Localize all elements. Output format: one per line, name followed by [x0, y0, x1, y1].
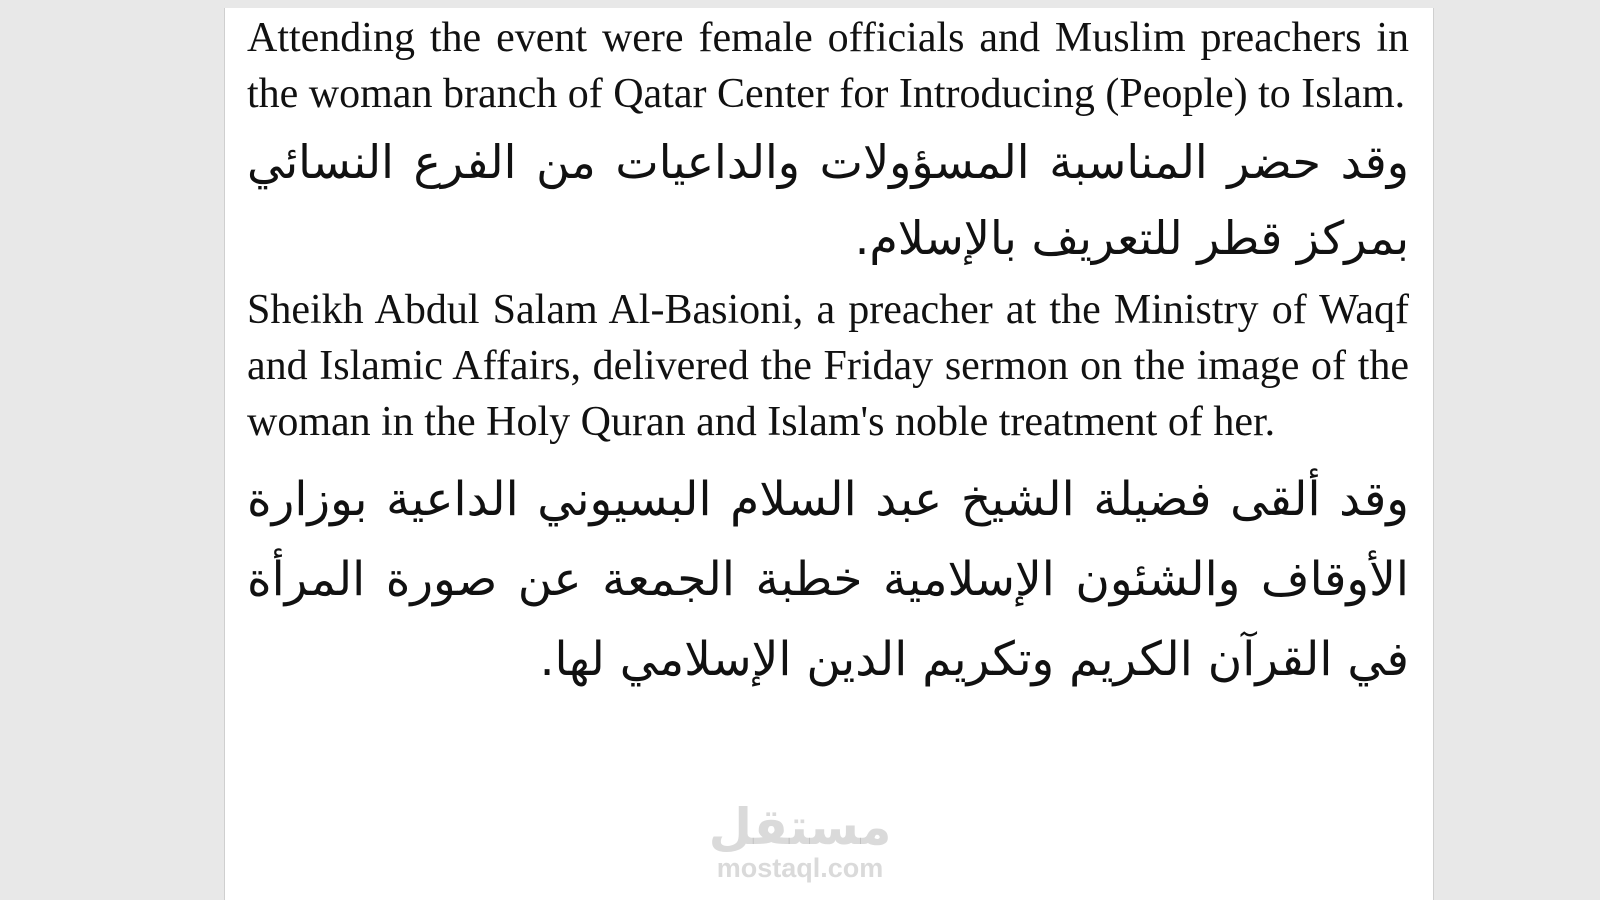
watermark-logo: مستقل	[708, 798, 892, 856]
document-page	[224, 8, 1434, 900]
watermark-url: mostaql.com	[716, 853, 884, 883]
paragraph-english-2: Sheikh Abdul Salam Al-Basioni, a preacher at the Ministry of Waqf and Islamic Affairs, delivered the Friday sermon on the image of the woman in the Holy Quran and Islam's noble treatment of her.	[247, 287, 1409, 445]
paragraph-arabic-1: وقد حضر المناسبة المسؤولات والداعيات من الفرع النسائي بمركز قطر للتعريف بالإسلام.	[247, 135, 1409, 265]
paragraph-arabic-2: وقد ألقى فضيلة الشيخ عبد السلام البسيوني الداعية بوزارة الأوقاف والشئون الإسلامية خطبة الجمعة عن صورة المرأة في القرآن الكريم وتكريم الدين الإسلامي لها.	[247, 472, 1409, 687]
paragraph-english-1: Attending the event were female officials and Muslim preachers in the woman branch of Qatar Center for Introducing (People) to Islam.	[247, 15, 1409, 117]
